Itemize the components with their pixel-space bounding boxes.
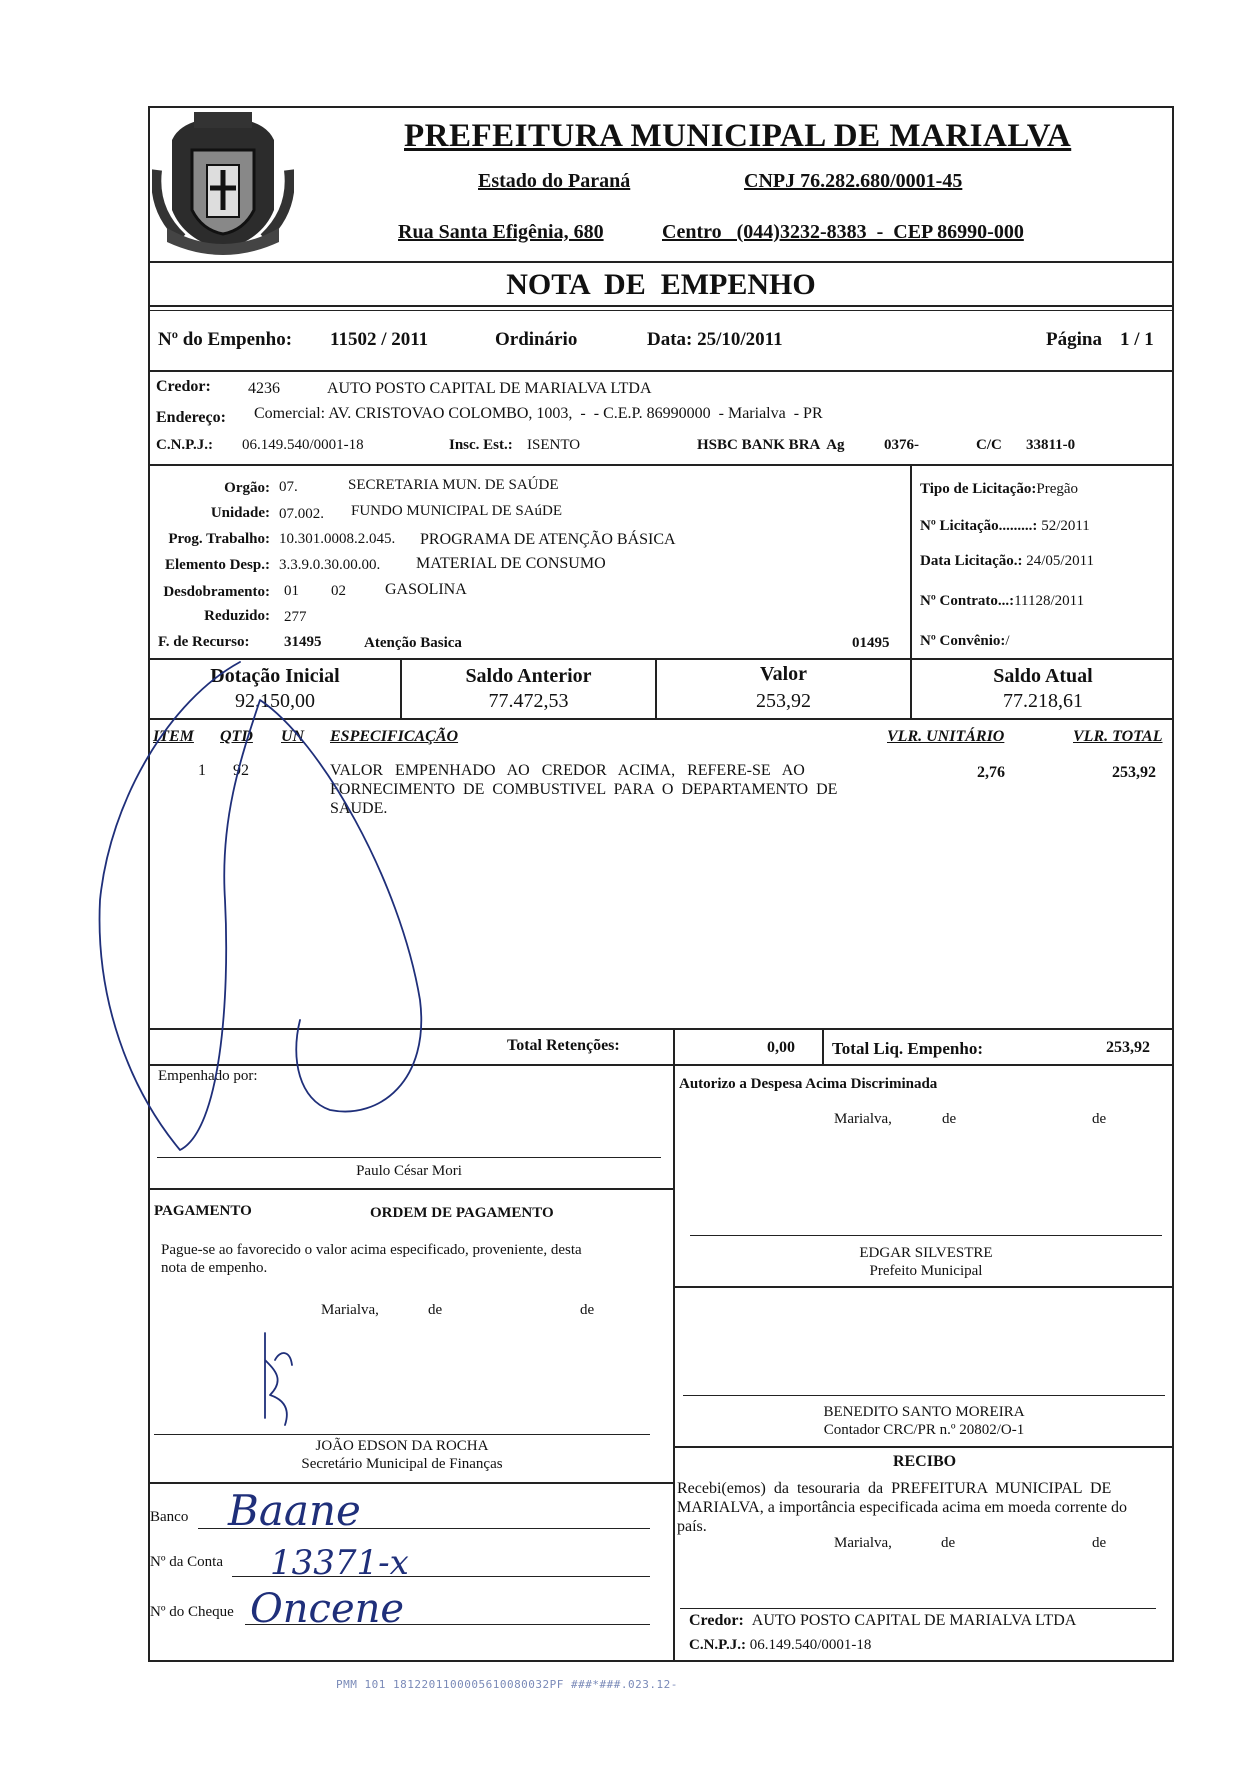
contador-name: BENEDITO SANTO MOREIRA <box>823 1404 1025 1420</box>
address-label: Endereço: <box>156 409 226 426</box>
orgao-code: 07. <box>279 479 298 495</box>
fonte-name: Atenção Basica <box>364 635 462 651</box>
conta-handwritten: 13371-x <box>270 1543 409 1583</box>
item-spec-line-1: VALOR EMPENHADO AO CREDOR ACIMA, REFERE-SE AO <box>330 762 805 779</box>
valor-value: 253,92 <box>756 690 811 712</box>
recibo-credor-label: Credor: <box>689 1612 744 1629</box>
unidade-name: FUNDO MUNICIPAL DE SAúDE <box>351 503 562 519</box>
unidade-code: 07.002. <box>279 506 324 522</box>
saldo-anterior-label: Saldo Anterior <box>465 665 592 687</box>
recibo-city: Marialva, <box>834 1535 892 1551</box>
pagamento-label: PAGAMENTO <box>154 1203 252 1219</box>
pagamento-de-2: de <box>580 1302 595 1318</box>
saldo-atual-value: 77.218,61 <box>1003 690 1083 712</box>
credor-name: AUTO POSTO CAPITAL DE MARIALVA LTDA <box>327 380 652 397</box>
col-total-value: VLR. TOTAL <box>1073 728 1163 745</box>
item-unit-value: 2,76 <box>977 764 1005 781</box>
recibo-credor-name: AUTO POSTO CAPITAL DE MARIALVA LTDA <box>751 1612 1077 1629</box>
licitacao-data-label: Data Licitação.: <box>920 553 1023 569</box>
col-qtd: QTD <box>220 728 253 745</box>
unidade-label: Unidade: <box>210 505 270 521</box>
cc-value: 33811-0 <box>1026 437 1076 453</box>
credor-cnpj: 06.149.540/0001-18 <box>242 437 364 453</box>
recibo-cnpj-label: C.N.P.J.: <box>689 1637 746 1653</box>
conta-label: Nº da Conta <box>150 1554 223 1570</box>
prefeito-role: Prefeito Municipal <box>869 1263 983 1279</box>
desdobramento-label: Desdobramento: <box>163 584 270 600</box>
recibo-cnpj-value: 06.149.540/0001-18 <box>749 1637 872 1653</box>
cc-label: C/C <box>976 437 1002 453</box>
desdobramento-b: 02 <box>331 583 346 599</box>
orgao-name: SECRETARIA MUN. DE SAÚDE <box>348 477 559 493</box>
cheque-label: Nº do Cheque <box>150 1604 234 1620</box>
item-spec-line-2: FORNECIMENTO DE COMBUSTIVEL PARA O DEPARTAMENTO DE <box>330 781 838 798</box>
liquido-value: 253,92 <box>1106 1039 1150 1056</box>
credor-cnpj-label: C.N.P.J.: <box>156 437 213 453</box>
credor-address: Comercial: AV. CRISTOVAO COLOMBO, 1003, - - C.E.P. 86990000 - Marialva - PR <box>254 405 823 422</box>
pagamento-de-1: de <box>428 1302 443 1318</box>
col-item: ITEM <box>153 728 194 745</box>
saldo-anterior-value: 77.472,53 <box>488 690 569 712</box>
contrato-label: Nº Contrato...: <box>920 593 1015 609</box>
col-un: UN <box>281 728 305 745</box>
empenho-type: Ordinário <box>495 329 578 350</box>
recibo-title: RECIBO <box>892 1453 957 1470</box>
document-title: NOTA DE EMPENHO <box>506 268 816 301</box>
liquido-label: Total Liq. Empenho: <box>832 1039 983 1058</box>
insc-label: Insc. Est.: <box>449 437 513 453</box>
credor-label: Credor: <box>156 378 211 395</box>
saldo-atual-label: Saldo Atual <box>993 665 1093 687</box>
recibo-text-1: Recebi(emos) da tesouraria da PREFEITURA MUNICIPAL DE <box>677 1480 1112 1497</box>
empenho-number: 11502 / 2011 <box>330 329 429 350</box>
contrato-value: 11128/2011 <box>1014 593 1085 609</box>
insc-value: ISENTO <box>527 437 581 453</box>
cnpj-label: CNPJ 76.282.680/0001-45 <box>744 170 963 192</box>
fonte-label: F. de Recurso: <box>158 634 250 650</box>
item-number: 1 <box>198 762 206 779</box>
col-spec: ESPECIFICAÇÃO <box>330 728 459 745</box>
fonte-code: 31495 <box>284 634 322 650</box>
prog-label: Prog. Trabalho: <box>168 531 270 547</box>
banco-label: Banco <box>150 1509 189 1525</box>
orgao-label: Orgão: <box>224 480 270 496</box>
empenhado-name: Paulo César Mori <box>356 1163 462 1179</box>
prog-code: 10.301.0008.2.045. <box>279 531 396 547</box>
state-label: Estado do Paraná <box>478 170 631 192</box>
elemento-name: MATERIAL DE CONSUMO <box>416 555 606 572</box>
autorizo-city: Marialva, <box>834 1111 892 1127</box>
prefeito-name: EDGAR SILVESTRE <box>859 1245 993 1261</box>
credor-code: 4236 <box>248 380 280 397</box>
contador-role: Contador CRC/PR n.º 20802/O-1 <box>823 1422 1025 1438</box>
recibo-de-2: de <box>1092 1535 1107 1551</box>
bank-agency: 0376- <box>884 437 919 453</box>
footer-code: PMM 101 1812201100005610080032PF ###*###.023.12- <box>336 1678 678 1691</box>
desdobramento-name: GASOLINA <box>385 581 467 598</box>
signature-loop <box>100 662 422 1150</box>
page-title: PREFEITURA MUNICIPAL DE MARIALVA <box>404 118 1072 154</box>
autorizo-de-1: de <box>942 1111 957 1127</box>
banco-handwritten: Baane <box>228 1486 361 1535</box>
recibo-text-2: MARIALVA, a importância especificada acima em moeda corrente do <box>677 1499 1128 1516</box>
empenho-date: Data: 25/10/2011 <box>647 329 783 350</box>
empenho-number-label: Nº do Empenho: <box>158 329 293 350</box>
cheque-handwritten: Oncene <box>250 1586 405 1632</box>
prog-name: PROGRAMA DE ATENÇÃO BÁSICA <box>420 531 676 548</box>
dotacao-value: 92.150,00 <box>235 690 315 712</box>
autorizo-de-2: de <box>1092 1111 1107 1127</box>
bank-name: HSBC BANK BRA Ag <box>697 437 845 453</box>
page-number: 1 / 1 <box>1120 329 1154 350</box>
elemento-label: Elemento Desp.: <box>165 557 270 573</box>
col-unit-value: VLR. UNITÁRIO <box>887 728 1005 745</box>
retencoes-value: 0,00 <box>767 1039 795 1056</box>
retencoes-label: Total Retenções: <box>507 1037 620 1054</box>
item-spec-line-3: SAUDE. <box>330 800 388 817</box>
initials-signature <box>265 1333 292 1425</box>
licitacao-tipo-label: Tipo de Licitação: <box>920 481 1037 497</box>
valor-label: Valor <box>759 663 808 685</box>
convenio-label: Nº Convênio: <box>920 633 1006 649</box>
item-qtd: 92 <box>233 762 249 779</box>
secretario-role: Secretário Municipal de Finanças <box>301 1456 503 1472</box>
pagamento-text-1: Pague-se ao favorecido o valor acima especificado, proveniente, desta <box>161 1242 582 1258</box>
recibo-text-3: país. <box>677 1518 707 1535</box>
recibo-de-1: de <box>941 1535 956 1551</box>
licitacao-numero-value: 52/2011 <box>1041 518 1090 534</box>
address-street: Rua Santa Efigênia, 680 <box>398 221 604 243</box>
licitacao-data-value: 24/05/2011 <box>1026 553 1095 569</box>
desdobramento-a: 01 <box>284 583 299 599</box>
address-rest: Centro (044)3232-8383 - CEP 86990-000 <box>662 221 1024 243</box>
ordem-pagamento-label: ORDEM DE PAGAMENTO <box>370 1205 554 1221</box>
convenio-value: / <box>1005 633 1010 649</box>
item-total-value: 253,92 <box>1112 764 1156 781</box>
licitacao-tipo-value: Pregão <box>1036 481 1079 497</box>
pagamento-text-2: nota de empenho. <box>161 1260 268 1276</box>
elemento-code: 3.3.9.0.30.00.00. <box>279 557 381 573</box>
dotacao-label: Dotação Inicial <box>210 665 340 687</box>
pagamento-city: Marialva, <box>321 1302 379 1318</box>
secretario-name: JOÃO EDSON DA ROCHA <box>315 1438 489 1454</box>
fonte-number: 01495 <box>852 635 890 651</box>
licitacao-numero-label: Nº Licitação.........: <box>920 518 1038 534</box>
page-number-label: Página <box>1046 329 1102 350</box>
reduzido-label: Reduzido: <box>204 608 270 624</box>
autorizo-label: Autorizo a Despesa Acima Discriminada <box>679 1076 938 1092</box>
reduzido-value: 277 <box>284 609 307 625</box>
empenhado-label: Empenhado por: <box>158 1068 258 1084</box>
